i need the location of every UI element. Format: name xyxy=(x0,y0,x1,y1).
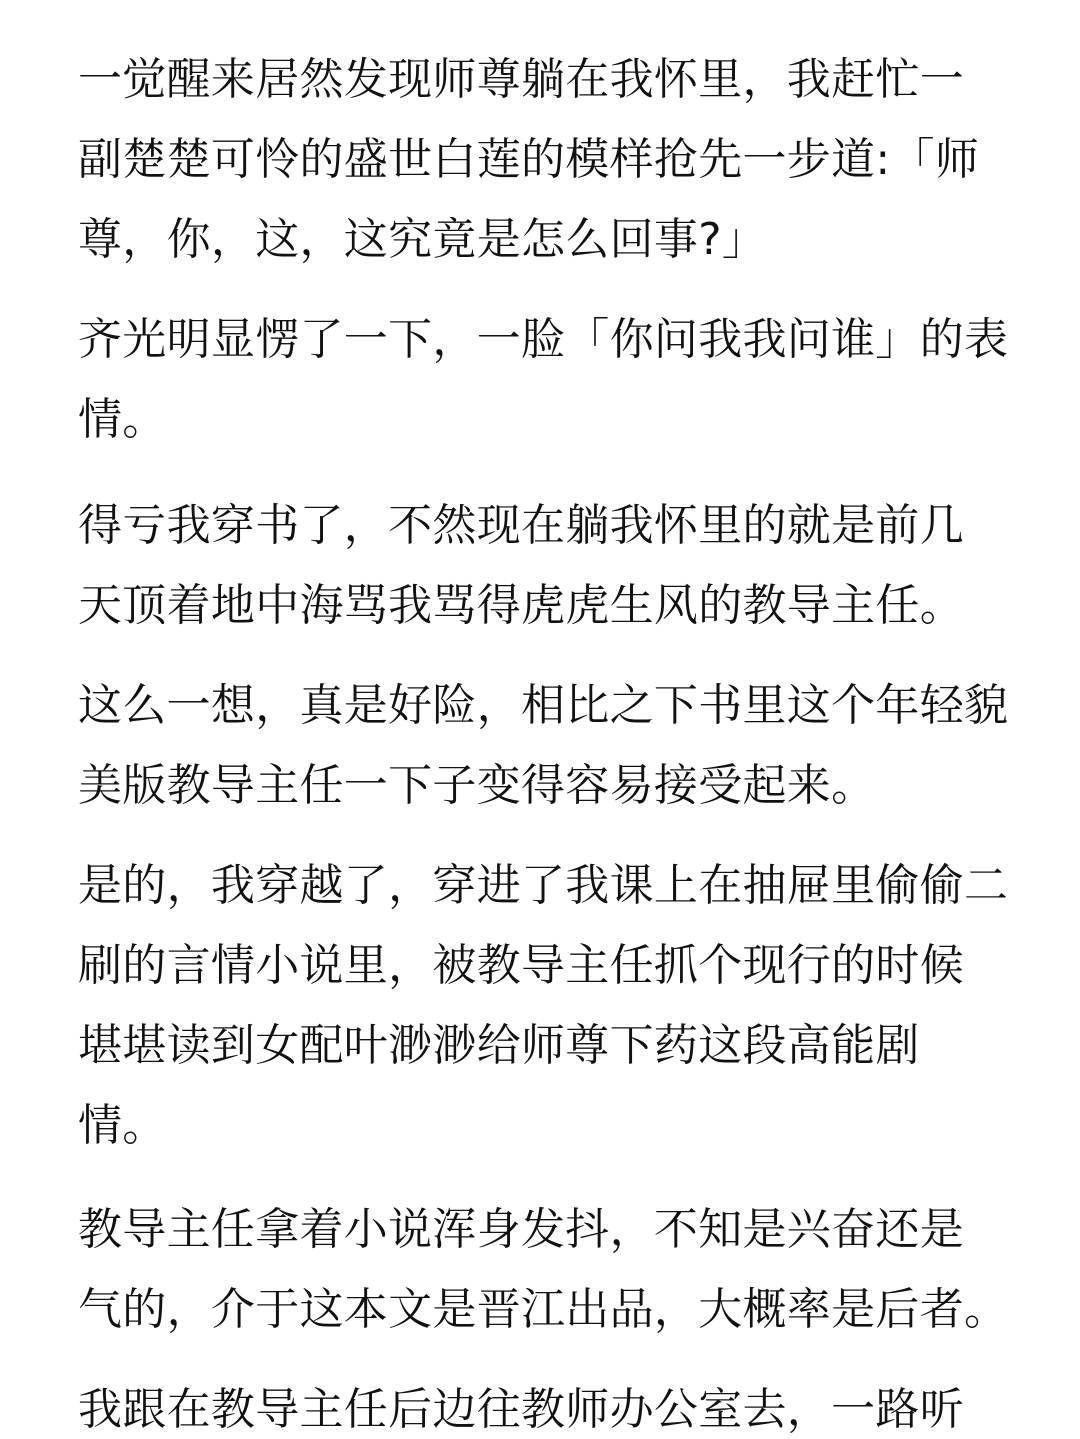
text-line: 美版教导主任一下子变得容易接受起来。 xyxy=(78,760,876,811)
text-line: 气的，介于这本文是晋江出品，大概率是后者。 xyxy=(78,1284,1009,1335)
text-line: 教导主任拿着小说浑身发抖，不知是兴奋还是 xyxy=(78,1204,964,1255)
text-line: 是的，我穿越了，穿进了我课上在抽屉里偷偷二 xyxy=(78,860,1009,911)
text-line: 尊，你，这，这究竟是怎么回事?」 xyxy=(78,214,767,265)
text-line: 这么一想，真是好险，相比之下书里这个年轻貌 xyxy=(78,680,1009,731)
text-line: 一觉醒来居然发现师尊躺在我怀里，我赶忙一 xyxy=(78,54,964,105)
text-line: 我跟在教导主任后边往教师办公室去，一路听 xyxy=(78,1384,964,1435)
paragraph-4 xyxy=(78,666,1018,826)
paragraph-1 xyxy=(78,40,1018,280)
text-line: 情。 xyxy=(78,394,167,445)
paragraph-3 xyxy=(78,486,1018,646)
paragraph-7 xyxy=(78,1370,1018,1439)
paragraph-5 xyxy=(78,846,1018,1166)
text-line: 得亏我穿书了，不然现在躺我怀里的就是前几 xyxy=(78,500,964,551)
text-line: 堪堪读到女配叶渺渺给师尊下药这段高能剧 xyxy=(78,1020,920,1071)
paragraph-2 xyxy=(78,300,1018,460)
paragraph-6 xyxy=(78,1190,1018,1350)
text-line: 刷的言情小说里，被教导主任抓个现行的时候 xyxy=(78,940,964,991)
text-line: 齐光明显愣了一下，一脸「你问我我问谁」的表 xyxy=(78,314,1009,365)
text-line: 天顶着地中海骂我骂得虎虎生风的教导主任。 xyxy=(78,580,964,631)
text-line: 情。 xyxy=(78,1100,167,1151)
text-line: 副楚楚可怜的盛世白莲的模样抢先一步道:「师 xyxy=(78,134,980,185)
